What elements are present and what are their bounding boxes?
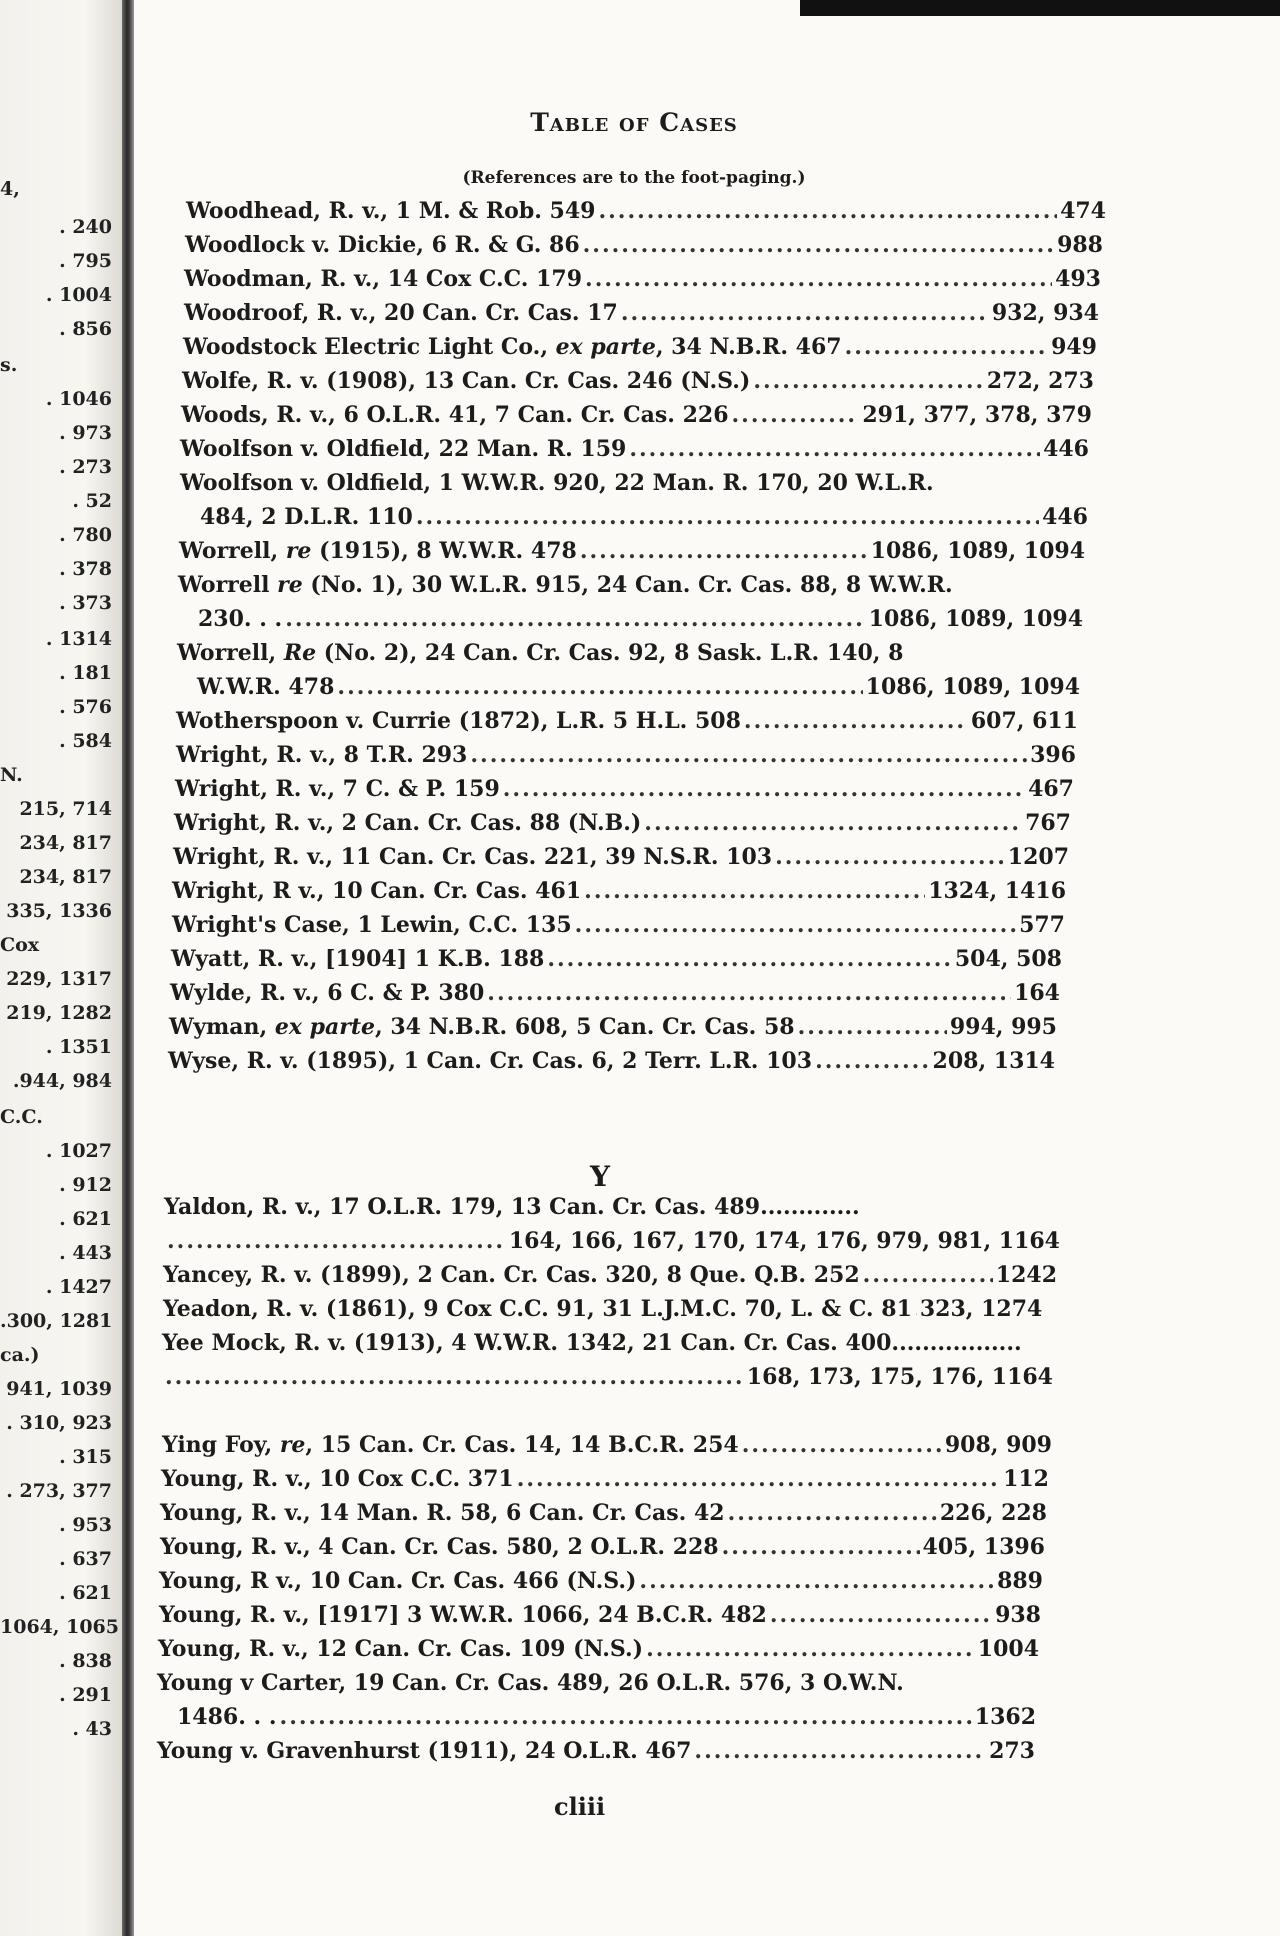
facing-page-fragment: . 856 xyxy=(59,318,112,340)
leader-dots xyxy=(580,540,868,562)
page-references: 164, 166, 167, 170, 174, 176, 979, 981, 1164 xyxy=(508,1228,1060,1254)
facing-page-fragment: . 637 xyxy=(59,1548,112,1570)
case-citation xyxy=(157,1672,904,1694)
case-entry xyxy=(177,1706,1036,1728)
leader-dots xyxy=(629,438,1040,460)
leader-dots xyxy=(644,812,1022,834)
leader-dots xyxy=(621,302,989,324)
case-citation xyxy=(168,1050,812,1072)
citation-italic: re xyxy=(285,538,312,564)
page-references: 396 xyxy=(1030,742,1076,768)
facing-page-fragment: 234, 817 xyxy=(19,866,112,888)
citation-text: Woolfson v. Oldfield, 1 W.W.R. 920, 22 Man. R. 170, 20 W.L.R. xyxy=(180,470,934,496)
citation-text: Worrell, xyxy=(177,640,284,666)
citation-text: Young, R. v., 4 Can. Cr. Cas. 580, 2 O.L.R. 228 xyxy=(160,1534,719,1560)
facing-page-fragment: . 584 xyxy=(59,730,112,752)
facing-page-fragment: 215, 714 xyxy=(19,798,112,820)
leader-dots xyxy=(285,608,865,630)
page-references: 1207 xyxy=(1007,844,1069,870)
facing-page-fragment: s. xyxy=(0,354,18,376)
case-entry xyxy=(172,914,1065,936)
leader-dots xyxy=(845,336,1049,358)
case-entry xyxy=(186,200,1106,222)
citation-text: Woolfson v. Oldfield, 22 Man. R. 159 xyxy=(180,436,627,462)
citation-text: Yeadon, R. v. (1861), 9 Cox C.C. 91, 31 L.J.M.C. 70, L. & C. 81 xyxy=(163,1296,912,1322)
leader-dots xyxy=(167,1230,506,1252)
facing-page-fragment: . 43 xyxy=(72,1718,112,1740)
page-references: 291, 377, 378, 379 xyxy=(862,402,1092,428)
case-citation xyxy=(159,1570,636,1592)
case-citation xyxy=(164,1196,860,1218)
facing-page-fragment: ca.) xyxy=(0,1344,40,1366)
facing-page-fragment: . 310, 923 xyxy=(6,1412,112,1434)
case-entry xyxy=(185,234,1103,256)
facing-page-fragment: .944, 984 xyxy=(12,1070,112,1092)
leader-dots xyxy=(575,914,1016,936)
case-entry xyxy=(159,1604,1041,1626)
citation-text: Young, R. v., 12 Can. Cr. Cas. 109 (N.S.) xyxy=(158,1636,644,1662)
facing-page-fragment: . 1427 xyxy=(45,1276,112,1298)
citation-text: Young v Carter, 19 Can. Cr. Cas. 489, 26 O.L.R. 576, 3 O.W.N. xyxy=(157,1670,904,1696)
page-references: 1086, 1089, 1094 xyxy=(868,606,1083,632)
leader-dots xyxy=(416,506,1039,528)
case-citation xyxy=(177,642,903,664)
leader-dots xyxy=(470,744,1027,766)
leader-dots xyxy=(337,676,862,698)
facing-page-fragment: . 1004 xyxy=(45,284,112,306)
case-citation xyxy=(173,846,772,868)
leader-dots xyxy=(798,1016,947,1038)
case-citation xyxy=(172,914,572,936)
case-citation-continued: W.W.R. 478 xyxy=(197,674,335,700)
leader-dots xyxy=(915,1298,917,1320)
case-entry xyxy=(161,1468,1049,1490)
citation-italic: Re xyxy=(283,640,317,666)
case-entry xyxy=(197,676,1080,698)
page-references: 607, 611 xyxy=(970,708,1078,734)
case-citation xyxy=(180,472,934,494)
case-citation xyxy=(159,1604,767,1626)
facing-page-fragment: . 912 xyxy=(59,1174,112,1196)
page-references: 504, 508 xyxy=(954,946,1062,972)
page-references: 1324, 1416 xyxy=(928,878,1066,904)
facing-page-fragment: . 181 xyxy=(59,662,112,684)
facing-page-fragment: . 273 xyxy=(59,456,112,478)
case-entry xyxy=(168,1050,1055,1072)
leader-dots xyxy=(585,268,1052,290)
facing-page-fragment: . 373 xyxy=(59,592,112,614)
facing-page-fragment: 1064, 1065 xyxy=(0,1616,119,1638)
case-entry xyxy=(173,846,1069,868)
leader-dots xyxy=(503,778,1025,800)
leader-dots xyxy=(775,846,1005,868)
citation-text: , 34 N.B.R. 467 xyxy=(655,334,842,360)
page-references: 493 xyxy=(1055,266,1101,292)
page-references: 1362 xyxy=(974,1704,1036,1730)
case-citation xyxy=(179,540,577,562)
case-citation xyxy=(170,982,484,1004)
case-entry xyxy=(163,1298,1056,1320)
facing-page-fragment: 219, 1282 xyxy=(6,1002,112,1024)
case-citation xyxy=(162,1332,1022,1354)
case-citation xyxy=(182,370,750,392)
leader-dots xyxy=(694,1740,986,1762)
citation-text: Yee Mock, R. v. (1913), 4 W.W.R. 1342, 21 Can. Cr. Cas. 400.... xyxy=(162,1330,923,1356)
case-citation xyxy=(184,302,618,324)
citation-text: Young v. Gravenhurst (1911), 24 O.L.R. 467 xyxy=(157,1738,692,1764)
case-entry xyxy=(158,1638,1039,1660)
leader-dots xyxy=(165,1366,744,1388)
page-references: 446 xyxy=(1043,436,1089,462)
citation-text: Young, R. v., [1917] 3 W.W.R. 1066, 24 B.C.R. 482 xyxy=(159,1602,767,1628)
case-entry xyxy=(162,1366,1053,1388)
case-citation-continued: 484, 2 D.L.R. 110 xyxy=(200,504,413,530)
facing-page-fragment: . 576 xyxy=(59,696,112,718)
page-references: 994, 995 xyxy=(949,1014,1057,1040)
case-entry xyxy=(176,744,1076,766)
citation-text: Wright's Case, 1 Lewin, C.C. 135 xyxy=(172,912,572,938)
citation-text: Wolfe, R. v. (1908), 13 Can. Cr. Cas. 246 (N.S.) xyxy=(182,368,751,394)
case-entry xyxy=(172,880,1066,902)
citation-text: Woodstock Electric Light Co., xyxy=(183,334,556,360)
case-citation xyxy=(158,1638,643,1660)
facing-page-fragment: . 443 xyxy=(59,1242,112,1264)
case-citation-continued: 1486. . . xyxy=(177,1704,277,1730)
case-citation xyxy=(169,1016,795,1038)
facing-page-fragment: . 780 xyxy=(59,524,112,546)
citation-text: Woodlock v. Dickie, 6 R. & G. 86 xyxy=(185,232,580,258)
case-citation xyxy=(160,1536,719,1558)
case-entry xyxy=(160,1536,1045,1558)
citation-text: Yaldon, R. v., 17 O.L.R. 179, 13 Can. Cr. Cas. 489 xyxy=(164,1194,761,1220)
leader-dots xyxy=(639,1570,994,1592)
page-references: 1004 xyxy=(977,1636,1039,1662)
facing-page-fragment: . 240 xyxy=(59,216,112,238)
citation-text: Wyse, R. v. (1895), 1 Can. Cr. Cas. 6, 2 Terr. L.R. 103 xyxy=(168,1048,813,1074)
case-citation-continued: 230. . . xyxy=(198,606,283,632)
page-references: 164 xyxy=(1014,980,1060,1006)
case-citation xyxy=(163,1298,912,1320)
facing-page-fragment: . 1046 xyxy=(45,388,112,410)
citation-text: Wright, R. v., 8 T.R. 293 xyxy=(176,742,468,768)
citation-italic: re xyxy=(279,1432,306,1458)
facing-page-fragment: . 1314 xyxy=(45,628,112,650)
citation-text: Wotherspoon v. Currie (1872), L.R. 5 H.L. 508 xyxy=(176,708,741,734)
case-citation xyxy=(161,1468,514,1490)
leader-dots xyxy=(598,200,1057,222)
leader-dots xyxy=(584,880,925,902)
page-number: cliii xyxy=(554,1792,606,1821)
page-subtitle: (References are to the foot-paging.) xyxy=(462,168,806,188)
page-references: 112 xyxy=(1003,1466,1049,1492)
page-references: 949 xyxy=(1051,334,1097,360)
citation-text: Ying Foy, xyxy=(162,1432,280,1458)
facing-page-fragment: . 1351 xyxy=(45,1036,112,1058)
facing-page-fragment: . 315 xyxy=(59,1446,112,1468)
case-citation xyxy=(176,744,467,766)
citation-text: Young, R. v., 10 Cox C.C. 371 xyxy=(161,1466,514,1492)
facing-page-fragment: . 1027 xyxy=(45,1140,112,1162)
facing-page-fragment: . 953 xyxy=(59,1514,112,1536)
citation-text: Wright, R. v., 2 Can. Cr. Cas. 88 (N.B.) xyxy=(174,810,642,836)
citation-text: Worrell, xyxy=(179,538,286,564)
citation-text: Worrell xyxy=(178,572,278,598)
page-title: Table of Cases xyxy=(530,108,738,137)
citation-text: Wylde, R. v., 6 C. & P. 380 xyxy=(170,980,485,1006)
facing-page-fragment: . 838 xyxy=(59,1650,112,1672)
case-entry xyxy=(175,778,1074,800)
citation-text: , 15 Can. Cr. Cas. 14, 14 B.C.R. 254 xyxy=(305,1432,739,1458)
page-references: 272, 273 xyxy=(986,368,1094,394)
leader-dots: ............. xyxy=(760,1194,860,1220)
case-citation xyxy=(183,336,842,358)
facing-page-fragment: . 973 xyxy=(59,422,112,444)
leader-dots xyxy=(487,982,1011,1004)
case-entry xyxy=(169,1016,1057,1038)
citation-text: Wright, R. v., 11 Can. Cr. Cas. 221, 39 N.S.R. 103 xyxy=(173,844,773,870)
leader-dots xyxy=(728,1502,937,1524)
case-citation xyxy=(162,1434,739,1456)
leader-dots xyxy=(753,370,984,392)
leader-dots xyxy=(583,234,1054,256)
citation-text: (1915), 8 W.W.R. 478 xyxy=(311,538,577,564)
facing-page-fragment: C.C. xyxy=(0,1106,43,1128)
citation-text: (No. 1), 30 W.L.R. 915, 24 Can. Cr. Cas. 88, 8 W.W.R. xyxy=(302,572,953,598)
case-entry xyxy=(198,608,1083,630)
page-references: 1242 xyxy=(995,1262,1057,1288)
citation-italic: ex parte xyxy=(555,334,656,360)
case-entry xyxy=(181,404,1092,426)
case-entry xyxy=(183,336,1097,358)
page-references: 405, 1396 xyxy=(922,1534,1045,1560)
leader-dots xyxy=(547,948,951,970)
facing-page-fragment: 335, 1336 xyxy=(6,900,112,922)
citation-text: Wright, R. v., 7 C. & P. 159 xyxy=(175,776,500,802)
page-references: 1086, 1089, 1094 xyxy=(870,538,1085,564)
page-references: 208, 1314 xyxy=(932,1048,1055,1074)
citation-text: Woods, R. v., 6 O.L.R. 41, 7 Can. Cr. Cas. 226 xyxy=(181,402,729,428)
page-references: 323, 1274 xyxy=(919,1296,1043,1322)
facing-page-fragment: . 291 xyxy=(59,1684,112,1706)
case-citation xyxy=(160,1502,725,1524)
page-references: 1086, 1089, 1094 xyxy=(865,674,1080,700)
case-citation xyxy=(171,948,544,970)
case-entry xyxy=(174,812,1071,834)
case-entry xyxy=(184,302,1099,324)
case-entry xyxy=(162,1434,1052,1456)
facing-page-fragment: N. xyxy=(0,764,23,786)
facing-page-fragment: . 52 xyxy=(72,490,112,512)
case-entry xyxy=(159,1570,1043,1592)
citation-text: Wyatt, R. v., [1904] 1 K.B. 188 xyxy=(171,946,545,972)
case-entry xyxy=(184,268,1101,290)
facing-page-fragment: . 621 xyxy=(59,1208,112,1230)
case-entry xyxy=(170,982,1060,1004)
case-citation xyxy=(185,234,580,256)
page-references: 168, 173, 175, 176, 1164 xyxy=(746,1364,1053,1390)
page-references: 932, 934 xyxy=(991,300,1099,326)
page-references: 226, 228 xyxy=(939,1500,1047,1526)
page-references: 988 xyxy=(1057,232,1103,258)
leader-dots xyxy=(744,710,968,732)
facing-page-fragment: 234, 817 xyxy=(19,832,112,854)
case-entry xyxy=(182,370,1094,392)
facing-page-fragment: Cox xyxy=(0,934,40,956)
case-citation xyxy=(174,812,641,834)
page-references: 577 xyxy=(1019,912,1065,938)
case-entry xyxy=(160,1502,1047,1524)
case-citation xyxy=(184,268,582,290)
facing-page-fragment: . 621 xyxy=(59,1582,112,1604)
facing-page-fragment: . 795 xyxy=(59,250,112,272)
case-entry xyxy=(157,1740,1035,1762)
case-citation xyxy=(176,710,741,732)
case-entry xyxy=(200,506,1088,528)
page-references: 889 xyxy=(997,1568,1043,1594)
leader-dots xyxy=(722,1536,920,1558)
facing-page-fragment: 229, 1317 xyxy=(6,968,112,990)
leader-dots xyxy=(646,1638,975,1660)
case-citation xyxy=(180,438,626,460)
case-entry xyxy=(176,710,1078,732)
case-citation xyxy=(178,574,953,596)
leader-dots xyxy=(280,1706,972,1728)
case-citation xyxy=(181,404,729,426)
leader-dots xyxy=(742,1434,942,1456)
section-heading-y: Y xyxy=(590,1160,610,1193)
page-references: 908, 909 xyxy=(944,1432,1052,1458)
citation-text: Woodman, R. v., 14 Cox C.C. 179 xyxy=(184,266,583,292)
case-entry xyxy=(163,1264,1057,1286)
case-citation xyxy=(186,200,595,222)
case-entry xyxy=(164,1230,1060,1252)
page-references: 273 xyxy=(989,1738,1035,1764)
citation-text: , 34 N.B.R. 608, 5 Can. Cr. Cas. 58 xyxy=(375,1014,795,1040)
page xyxy=(134,0,1280,1936)
citation-text: Wyman, xyxy=(169,1014,275,1040)
facing-page-fragment: . 378 xyxy=(59,558,112,580)
case-citation xyxy=(163,1264,860,1286)
citation-italic: ex parte xyxy=(274,1014,376,1040)
citation-text: Woodhead, R. v., 1 M. & Rob. 549 xyxy=(186,198,596,224)
case-citation xyxy=(157,1740,691,1762)
page-references: 474 xyxy=(1060,198,1106,224)
citation-text: Young, R v., 10 Can. Cr. Cas. 466 (N.S.) xyxy=(159,1568,637,1594)
citation-text: Yancey, R. v. (1899), 2 Can. Cr. Cas. 320, 8 Que. Q.B. 252 xyxy=(163,1262,860,1288)
citation-text: Young, R. v., 14 Man. R. 58, 6 Can. Cr. Cas. 42 xyxy=(160,1500,725,1526)
leader-dots xyxy=(732,404,860,426)
facing-page-fragment: . 273, 377 xyxy=(6,1480,112,1502)
case-citation xyxy=(175,778,500,800)
facing-page-fragment: 941, 1039 xyxy=(6,1378,112,1400)
leader-dots xyxy=(770,1604,992,1626)
citation-text: (No. 2), 24 Can. Cr. Cas. 92, 8 Sask. L.R. 140, 8 xyxy=(316,640,904,666)
page-references: 467 xyxy=(1028,776,1074,802)
case-citation xyxy=(172,880,581,902)
page-references: 767 xyxy=(1025,810,1071,836)
leader-dots: ............. xyxy=(922,1330,1022,1356)
leader-dots xyxy=(863,1264,993,1286)
citation-italic: re xyxy=(277,572,303,598)
leader-dots xyxy=(517,1468,1000,1490)
citation-text: Woodroof, R. v., 20 Can. Cr. Cas. 17 xyxy=(184,300,618,326)
page-references: 446 xyxy=(1042,504,1088,530)
facing-page-fragment: 4, xyxy=(0,178,20,200)
case-entry xyxy=(179,540,1085,562)
book-gutter xyxy=(122,0,134,1936)
citation-text: Wright, R v., 10 Can. Cr. Cas. 461 xyxy=(172,878,582,904)
facing-page-fragment: .300, 1281 xyxy=(0,1310,113,1332)
case-entry xyxy=(180,438,1089,460)
leader-dots xyxy=(815,1050,929,1072)
case-entry xyxy=(171,948,1062,970)
page-references: 938 xyxy=(995,1602,1041,1628)
